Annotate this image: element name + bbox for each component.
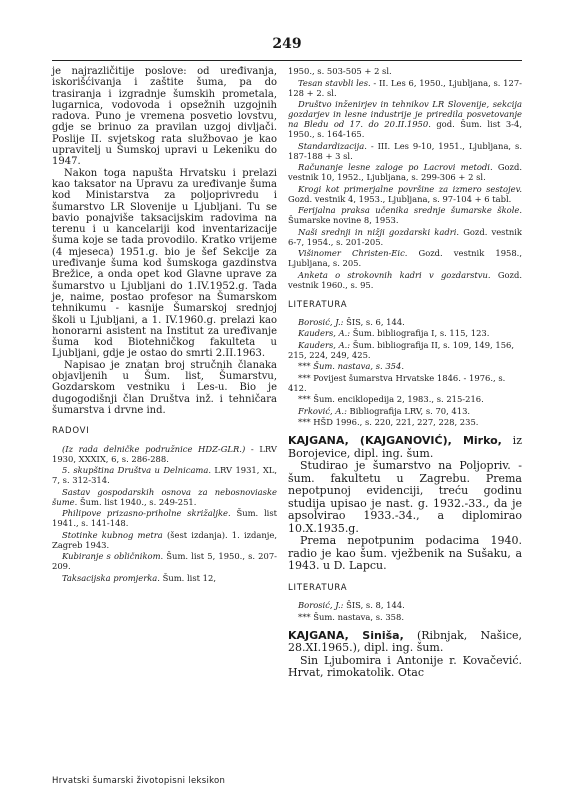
entry-name: KAJGANA, Siniša,	[288, 628, 404, 642]
list-item	[288, 600, 522, 610]
ref-detail: Šumarske novine 8, 1953.	[288, 215, 399, 225]
ref-detail: Šum. list 1941., s. 141-148.	[52, 508, 277, 528]
lit-detail: ŠIS, s. 6, 144.	[343, 316, 405, 327]
list-item	[288, 227, 522, 247]
list-item	[288, 270, 522, 290]
list-item	[288, 317, 522, 327]
list-item	[288, 417, 522, 427]
page-number: 249	[272, 36, 302, 52]
list-item	[288, 99, 522, 139]
lit-author: Kauders, A.:	[298, 339, 351, 350]
ref-title: Anketa o strokovnih kadri v gozdarstvu.	[298, 269, 491, 280]
ref-title: 5. skupština Društva u Delnicama.	[62, 465, 212, 475]
literatura-list	[288, 600, 522, 622]
lit-detail: *** Povijest šumarstva Hrvatske 1846. - 1976., s. 412.	[288, 372, 506, 393]
list-item	[288, 78, 522, 98]
ref-detail: 1950., s. 503-505 + 2 sl.	[288, 66, 392, 76]
ref-detail: Šum. list 1940., s. 249-251.	[77, 496, 197, 507]
ref-title: Društvo inženirjev in tehnikov LR Slovenije, sekcija gozdarjev in lesne industrije je priredila posvetovanje na Bledu od 17. do 20.II.1950.	[288, 99, 522, 129]
ref-detail: LRV 1931, XL, 7, s. 312-314.	[52, 465, 277, 485]
lit-detail: ŠIS, s. 8, 144.	[343, 600, 405, 611]
lit-author: Kauders, A.:	[298, 328, 351, 339]
list-item	[288, 340, 522, 360]
list-item	[288, 612, 522, 622]
list-item	[288, 248, 522, 268]
ref-detail: - II. Les 6, 1950., Ljubljana, s. 127-128 + 2. sl.	[288, 77, 523, 98]
entry-origin: iz Borojevice, dipl. ing. šum.	[288, 434, 522, 460]
footer-title: Hrvatski šumarski životopisni leksikon	[52, 776, 226, 786]
ref-title: Računanje lesne zaloge po Lacrovi metodi.	[298, 162, 493, 172]
ref-title: (Iz rada delničke podružnice HDZ-GLR.)	[62, 443, 246, 454]
ref-detail: god. Šum. list 3-4, 1950., s. 164-165.	[288, 119, 522, 139]
lit-detail: Šum. bibliografija II, s. 109, 149, 156, 215, 224, 249, 425.	[288, 339, 515, 360]
ref-detail: Šum. list 12,	[159, 572, 216, 583]
ref-title: Višinomer Christen-Eic.	[298, 248, 408, 258]
lit-detail: *** HŠD 1996., s. 220, 221, 227, 228, 235.	[298, 417, 479, 428]
radovi-heading: RADOVI	[52, 426, 90, 437]
list-item	[288, 141, 522, 161]
ref-detail: Šum. list 5, 1950., s. 207-209.	[52, 551, 277, 571]
list-item	[288, 205, 522, 225]
radovi-list-continued	[288, 66, 522, 290]
list-item	[288, 162, 522, 182]
list-item	[288, 394, 522, 404]
ref-title: Ferijalna praksa učenika srednje šumarske škole.	[298, 205, 522, 215]
list-item	[288, 373, 522, 393]
list-item	[52, 444, 277, 464]
list-item	[288, 66, 522, 76]
entry-origin: (Ribnjak, Našice, 28.XI.1965.), dipl. ing. šum.	[288, 628, 523, 655]
ref-detail: Gozd. vestnik 4, 1953., Ljubljana, s. 97-104 + 6 tabl.	[288, 193, 512, 204]
ref-title: Sastav gospodarskih osnova za nebosnoviaske šume.	[52, 486, 277, 507]
lit-detail: *** Šum. enciklopedija 2, 1983., s. 215-216.	[298, 394, 484, 405]
right-column	[288, 66, 522, 680]
list-item	[288, 406, 522, 416]
ref-title: Standardizacija.	[298, 140, 367, 151]
list-item	[52, 508, 277, 528]
list-item	[288, 361, 522, 371]
paragraph: Sin Ljubomira i Antonije r. Kovačević. Hrvat, rimokatolik. Otac	[288, 653, 522, 680]
literatura-list	[288, 317, 522, 428]
lit-author: Frković, A.:	[298, 405, 347, 416]
paragraph: Prema nepotpunim podacima 1940. radio je kao šum. vježbenik na Sušaku, a 1943. u D. Lapcu.	[288, 534, 522, 573]
ref-title: Philipove prizasno-priholne skrižaljke.	[62, 508, 231, 518]
list-item	[52, 487, 277, 507]
ref-detail: - III. Les 9-10, 1951., Ljubljana, s. 187-188 + 3 sl.	[288, 140, 522, 161]
lit-detail: *** Šum. nastava, s. 358.	[298, 611, 404, 622]
ref-detail: - LRV 1930, XXXIX, 6, s. 286-288.	[52, 443, 277, 464]
entry-heading	[288, 630, 522, 655]
ref-title: Stotinke kubnog metra	[62, 529, 163, 540]
list-item	[52, 573, 277, 583]
ref-title: Tesan stavbli les.	[298, 77, 371, 88]
ref-detail: (šest izdanja). 1. izdanje, Zagreb 1943.	[52, 529, 277, 550]
lit-author: Borosić, J.:	[298, 316, 344, 327]
ref-detail: Gozd. vestnik 10, 1952., Ljubljana, s. 299-306 + 2 sl.	[288, 162, 522, 182]
ref-detail: Gozd. vestnik 1960., s. 95.	[288, 269, 522, 290]
list-item	[288, 328, 522, 338]
literatura-heading: LITERATURA	[288, 299, 348, 310]
list-item	[52, 465, 277, 485]
entry-heading	[288, 435, 522, 460]
paragraph: Nakon toga napušta Hrvatsku i prelazi kao taksator na Upravu za uređivanje šuma kod Ministarstva za poljoprivredu i šumarstvo LR Slovenije u Ljubljani. Tu se bavio ponajviše taksacijskim radovima na terenu i u kancelariji kod inventarizacije šuma koje se tada provodilo. Kratko vrijeme (4 mjeseca) 1951.g. bio je šef Sekcije za uređivanje šuma kod šumskoga gazdinstva Brežice, a onda opet kod Glavne uprave za šumarstvo u Ljubljani do 1.IV.1952.g. Tada je, naime, postao profesor na Šumarskom tehnikumu - kasnije Šumarskoj srednjoj školi u Ljubljani, a 1. IV.1960.g. prelazi kao honorarni asistent na Institut za uređivanje šuma kod Biotehničkog fakulteta u Ljubljani, gdje je ostao do smrti 2.II.1963.	[52, 167, 277, 360]
header-rule	[52, 60, 522, 61]
ref-detail: Gozd. vestnik 6-7, 1954., s. 201-205.	[288, 226, 522, 247]
paragraph: Studirao je šumarstvo na Poljopriv. - šum. fakultetu u Zagrebu. Prema nepotpunoj evidenciji, treću godinu studija upisao je nast. g. 1932.-33., da je apsolvirao 1933.-34., a diplomirao 10.X.1935.g.	[288, 459, 522, 535]
ref-title: Taksacijska promjerka.	[62, 572, 160, 583]
literatura-heading: LITERATURA	[288, 582, 348, 593]
radovi-list	[52, 444, 277, 583]
ref-title: Naši srednji in nižji gozdarski kadri.	[298, 226, 460, 237]
paragraph: Napisao je znatan broj stručnih članaka objavljenih u Šum. list, Šumarstvu, Gozdarskom vestniku i Les-u. Bio je dugogodišnji član Društva inž. i tehničara šumarstva i drvne ind.	[52, 359, 277, 416]
list-item	[288, 184, 522, 204]
lit-detail: Bibliografija LRV, s. 70, 413.	[346, 405, 471, 416]
ref-detail: Gozd. vestnik 1958., Ljubljana, s. 205.	[288, 248, 522, 268]
lit-detail: Šum. bibliografija I, s. 115, 123.	[350, 328, 490, 339]
paragraph: je najrazličitije poslove: od uređivanja, iskorišćivanja i zaštite šuma, pa do trasiranja i izgradnje šumskih prometala, lugarnica, vodovoda i opsežnih uzgojnih radova. Puno je vremena posvetio lovstvu, gdje se brinuo za pravilan uzgoj divljači. Poslije II. svjetskog rata službovao je kao upravitelj u Šumskoj upravi u Lekeniku do 1947.	[52, 66, 277, 168]
entry-name: KAJGANA, (KAJGANOVIĆ), Mirko,	[288, 434, 502, 448]
ref-title: Krogi kot primerjalne površine za izmero sestojev.	[298, 183, 522, 194]
lit-author: Borosić, J.:	[298, 600, 344, 611]
list-item	[52, 530, 277, 550]
left-column	[52, 66, 277, 584]
lit-author: *** Šum. nastava, s. 354.	[298, 361, 404, 372]
list-item	[52, 551, 277, 571]
ref-title: Kubiranje s obličnikom.	[62, 551, 164, 561]
